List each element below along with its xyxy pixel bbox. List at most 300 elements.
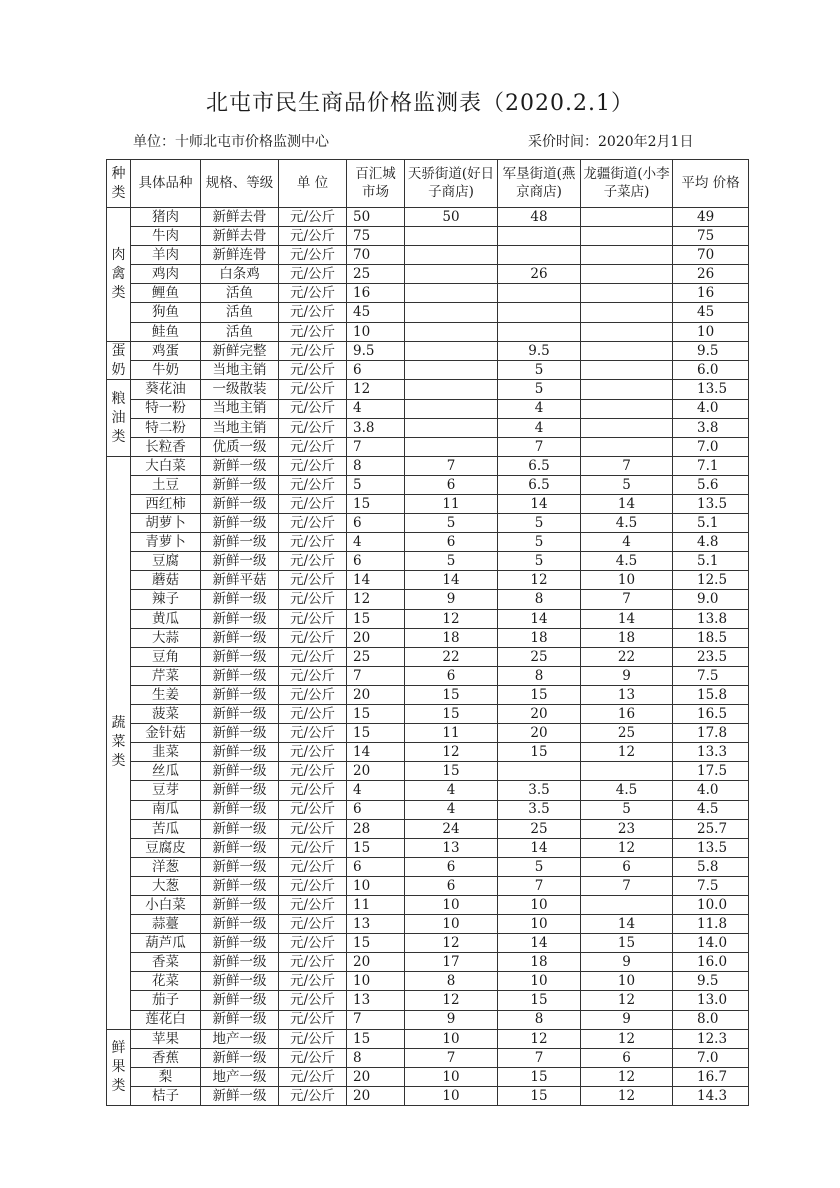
spec: 新鲜一级 bbox=[201, 857, 279, 876]
spec: 新鲜一级 bbox=[201, 743, 279, 762]
header-longjiang: 龙疆街道(小李子菜店) bbox=[581, 160, 673, 208]
price-junken bbox=[498, 303, 581, 322]
price-junken: 14 bbox=[498, 609, 581, 628]
item-name: 特一粉 bbox=[131, 399, 201, 418]
price-average: 5.1 bbox=[673, 552, 749, 571]
spec: 新鲜一级 bbox=[201, 666, 279, 685]
unit: 元/公斤 bbox=[279, 418, 347, 437]
price-baihuicheng: 20 bbox=[347, 628, 405, 647]
price-tianjiao: 9 bbox=[405, 590, 498, 609]
price-longjiang: 16 bbox=[581, 705, 673, 724]
price-tianjiao: 13 bbox=[405, 838, 498, 857]
table-row bbox=[107, 1010, 749, 1029]
price-longjiang: 18 bbox=[581, 628, 673, 647]
unit: 元/公斤 bbox=[279, 380, 347, 399]
price-table bbox=[106, 159, 749, 1106]
header-unit: 单 位 bbox=[279, 160, 347, 208]
unit: 元/公斤 bbox=[279, 781, 347, 800]
unit: 元/公斤 bbox=[279, 857, 347, 876]
price-junken bbox=[498, 762, 581, 781]
price-junken: 25 bbox=[498, 647, 581, 666]
price-average: 13.3 bbox=[673, 743, 749, 762]
price-tianjiao: 12 bbox=[405, 934, 498, 953]
price-junken: 5 bbox=[498, 857, 581, 876]
header-junken: 军垦街道(燕京商店) bbox=[498, 160, 581, 208]
price-tianjiao: 10 bbox=[405, 895, 498, 914]
spec: 新鲜一级 bbox=[201, 495, 279, 514]
item-name: 鸡蛋 bbox=[131, 341, 201, 360]
price-tianjiao: 6 bbox=[405, 876, 498, 895]
spec: 新鲜一级 bbox=[201, 972, 279, 991]
price-tianjiao: 15 bbox=[405, 705, 498, 724]
price-junken: 14 bbox=[498, 495, 581, 514]
price-junken: 12 bbox=[498, 1029, 581, 1048]
table-row bbox=[107, 724, 749, 743]
price-average: 13.5 bbox=[673, 380, 749, 399]
price-tianjiao: 6 bbox=[405, 857, 498, 876]
price-longjiang bbox=[581, 341, 673, 360]
table-row bbox=[107, 418, 749, 437]
header-tianjiao: 天骄街道(好日子商店) bbox=[405, 160, 498, 208]
price-longjiang bbox=[581, 361, 673, 380]
table-row bbox=[107, 437, 749, 456]
price-junken: 14 bbox=[498, 838, 581, 857]
table-row bbox=[107, 227, 749, 246]
price-tianjiao: 7 bbox=[405, 456, 498, 475]
table-row bbox=[107, 609, 749, 628]
price-junken: 4 bbox=[498, 418, 581, 437]
spec: 新鲜完整 bbox=[201, 341, 279, 360]
price-average: 16.0 bbox=[673, 953, 749, 972]
price-average: 16 bbox=[673, 284, 749, 303]
spec: 新鲜去骨 bbox=[201, 208, 279, 227]
unit: 元/公斤 bbox=[279, 475, 347, 494]
price-average: 17.5 bbox=[673, 762, 749, 781]
price-junken: 7 bbox=[498, 437, 581, 456]
price-average: 8.0 bbox=[673, 1010, 749, 1029]
price-baihuicheng: 11 bbox=[347, 895, 405, 914]
header-category: 种类 bbox=[107, 160, 131, 208]
price-average: 7.5 bbox=[673, 876, 749, 895]
spec: 新鲜一级 bbox=[201, 1048, 279, 1067]
price-longjiang: 9 bbox=[581, 666, 673, 685]
item-name: 鸡肉 bbox=[131, 265, 201, 284]
price-junken: 10 bbox=[498, 915, 581, 934]
table-row bbox=[107, 800, 749, 819]
item-name: 羊肉 bbox=[131, 246, 201, 265]
item-name: 苦瓜 bbox=[131, 819, 201, 838]
price-baihuicheng: 20 bbox=[347, 762, 405, 781]
spec: 新鲜一级 bbox=[201, 705, 279, 724]
item-name: 茄子 bbox=[131, 991, 201, 1010]
price-tianjiao bbox=[405, 341, 498, 360]
price-average: 17.8 bbox=[673, 724, 749, 743]
unit: 元/公斤 bbox=[279, 208, 347, 227]
price-baihuicheng: 7 bbox=[347, 666, 405, 685]
table-row bbox=[107, 628, 749, 647]
item-name: 大白菜 bbox=[131, 456, 201, 475]
spec: 新鲜一级 bbox=[201, 685, 279, 704]
price-baihuicheng: 8 bbox=[347, 456, 405, 475]
price-baihuicheng: 5 bbox=[347, 475, 405, 494]
price-tianjiao bbox=[405, 418, 498, 437]
price-tianjiao: 5 bbox=[405, 552, 498, 571]
spec: 白条鸡 bbox=[201, 265, 279, 284]
table-row bbox=[107, 1067, 749, 1086]
price-junken: 6.5 bbox=[498, 456, 581, 475]
unit: 元/公斤 bbox=[279, 991, 347, 1010]
unit: 元/公斤 bbox=[279, 552, 347, 571]
table-row bbox=[107, 533, 749, 552]
price-longjiang bbox=[581, 227, 673, 246]
unit: 元/公斤 bbox=[279, 666, 347, 685]
price-junken: 5 bbox=[498, 514, 581, 533]
item-name: 大蒜 bbox=[131, 628, 201, 647]
price-longjiang: 5 bbox=[581, 800, 673, 819]
price-junken: 3.5 bbox=[498, 800, 581, 819]
table-row bbox=[107, 284, 749, 303]
price-tianjiao bbox=[405, 265, 498, 284]
unit: 元/公斤 bbox=[279, 953, 347, 972]
table-row bbox=[107, 322, 749, 341]
item-name: 猪肉 bbox=[131, 208, 201, 227]
price-average: 10 bbox=[673, 322, 749, 341]
price-baihuicheng: 7 bbox=[347, 1010, 405, 1029]
price-tianjiao: 15 bbox=[405, 762, 498, 781]
spec: 优质一级 bbox=[201, 437, 279, 456]
price-baihuicheng: 7 bbox=[347, 437, 405, 456]
price-tianjiao: 10 bbox=[405, 915, 498, 934]
price-longjiang bbox=[581, 399, 673, 418]
price-longjiang bbox=[581, 284, 673, 303]
price-longjiang: 23 bbox=[581, 819, 673, 838]
spec: 新鲜一级 bbox=[201, 876, 279, 895]
header-average: 平均 价格 bbox=[673, 160, 749, 208]
price-average: 13.8 bbox=[673, 609, 749, 628]
unit: 元/公斤 bbox=[279, 284, 347, 303]
category-cell: 粮油类 bbox=[107, 380, 131, 456]
price-longjiang: 12 bbox=[581, 1067, 673, 1086]
price-tianjiao: 24 bbox=[405, 819, 498, 838]
header-spec: 规格、等级 bbox=[201, 160, 279, 208]
price-longjiang: 12 bbox=[581, 991, 673, 1010]
price-baihuicheng: 10 bbox=[347, 876, 405, 895]
item-name: 桔子 bbox=[131, 1086, 201, 1105]
item-name: 大葱 bbox=[131, 876, 201, 895]
price-average: 4.0 bbox=[673, 399, 749, 418]
price-baihuicheng: 20 bbox=[347, 953, 405, 972]
spec: 新鲜去骨 bbox=[201, 227, 279, 246]
price-average: 12.5 bbox=[673, 571, 749, 590]
price-junken: 9.5 bbox=[498, 341, 581, 360]
unit: 元/公斤 bbox=[279, 800, 347, 819]
spec: 新鲜一级 bbox=[201, 456, 279, 475]
price-longjiang: 4.5 bbox=[581, 781, 673, 800]
header-item: 具体品种 bbox=[131, 160, 201, 208]
price-tianjiao: 9 bbox=[405, 1010, 498, 1029]
table-row bbox=[107, 647, 749, 666]
item-name: 辣子 bbox=[131, 590, 201, 609]
price-baihuicheng: 20 bbox=[347, 1067, 405, 1086]
price-baihuicheng: 12 bbox=[347, 590, 405, 609]
price-longjiang: 4.5 bbox=[581, 514, 673, 533]
price-longjiang: 4.5 bbox=[581, 552, 673, 571]
unit: 元/公斤 bbox=[279, 1029, 347, 1048]
item-name: 小白菜 bbox=[131, 895, 201, 914]
unit: 元/公斤 bbox=[279, 819, 347, 838]
price-baihuicheng: 8 bbox=[347, 1048, 405, 1067]
item-name: 南瓜 bbox=[131, 800, 201, 819]
price-tianjiao bbox=[405, 437, 498, 456]
price-baihuicheng: 9.5 bbox=[347, 341, 405, 360]
price-baihuicheng: 28 bbox=[347, 819, 405, 838]
price-longjiang: 5 bbox=[581, 475, 673, 494]
price-longjiang: 4 bbox=[581, 533, 673, 552]
item-name: 青萝卜 bbox=[131, 533, 201, 552]
spec: 新鲜连骨 bbox=[201, 246, 279, 265]
price-longjiang: 9 bbox=[581, 1010, 673, 1029]
price-average: 23.5 bbox=[673, 647, 749, 666]
price-average: 7.5 bbox=[673, 666, 749, 685]
price-tianjiao: 22 bbox=[405, 647, 498, 666]
price-tianjiao bbox=[405, 284, 498, 303]
price-longjiang bbox=[581, 380, 673, 399]
price-longjiang: 14 bbox=[581, 915, 673, 934]
table-row bbox=[107, 361, 749, 380]
unit: 元/公斤 bbox=[279, 590, 347, 609]
price-longjiang: 14 bbox=[581, 609, 673, 628]
price-longjiang: 7 bbox=[581, 590, 673, 609]
spec: 新鲜一级 bbox=[201, 590, 279, 609]
price-tianjiao: 18 bbox=[405, 628, 498, 647]
price-tianjiao: 11 bbox=[405, 724, 498, 743]
table-row bbox=[107, 1048, 749, 1067]
spec: 新鲜一级 bbox=[201, 838, 279, 857]
item-name: 莲花白 bbox=[131, 1010, 201, 1029]
unit: 元/公斤 bbox=[279, 762, 347, 781]
price-average: 4.8 bbox=[673, 533, 749, 552]
unit: 元/公斤 bbox=[279, 838, 347, 857]
price-average: 9.0 bbox=[673, 590, 749, 609]
price-longjiang: 22 bbox=[581, 647, 673, 666]
unit: 元/公斤 bbox=[279, 743, 347, 762]
category-cell: 蛋奶 bbox=[107, 341, 131, 380]
table-row bbox=[107, 341, 749, 360]
table-row bbox=[107, 399, 749, 418]
price-junken: 18 bbox=[498, 628, 581, 647]
spec: 新鲜一级 bbox=[201, 1086, 279, 1105]
category-cell: 鲜果类 bbox=[107, 1029, 131, 1105]
table-row bbox=[107, 934, 749, 953]
price-tianjiao: 6 bbox=[405, 475, 498, 494]
price-longjiang bbox=[581, 303, 673, 322]
price-tianjiao: 12 bbox=[405, 609, 498, 628]
price-longjiang: 12 bbox=[581, 743, 673, 762]
price-tianjiao: 5 bbox=[405, 514, 498, 533]
spec: 新鲜一级 bbox=[201, 724, 279, 743]
item-name: 葫芦瓜 bbox=[131, 934, 201, 953]
price-longjiang: 10 bbox=[581, 571, 673, 590]
table-row bbox=[107, 838, 749, 857]
price-longjiang bbox=[581, 265, 673, 284]
price-junken bbox=[498, 284, 581, 303]
table-row bbox=[107, 246, 749, 265]
table-body bbox=[107, 208, 749, 1106]
price-average: 70 bbox=[673, 246, 749, 265]
price-baihuicheng: 10 bbox=[347, 972, 405, 991]
price-average: 16.5 bbox=[673, 705, 749, 724]
table-row bbox=[107, 571, 749, 590]
price-baihuicheng: 25 bbox=[347, 647, 405, 666]
table-row bbox=[107, 303, 749, 322]
unit: 元/公斤 bbox=[279, 1048, 347, 1067]
price-baihuicheng: 15 bbox=[347, 495, 405, 514]
item-name: 豆角 bbox=[131, 647, 201, 666]
price-baihuicheng: 6 bbox=[347, 552, 405, 571]
price-longjiang: 15 bbox=[581, 934, 673, 953]
price-longjiang: 10 bbox=[581, 972, 673, 991]
spec: 活鱼 bbox=[201, 284, 279, 303]
price-baihuicheng: 6 bbox=[347, 857, 405, 876]
spec: 当地主销 bbox=[201, 418, 279, 437]
price-tianjiao: 15 bbox=[405, 685, 498, 704]
price-baihuicheng: 70 bbox=[347, 246, 405, 265]
unit: 元/公斤 bbox=[279, 1067, 347, 1086]
spec: 地产一级 bbox=[201, 1067, 279, 1086]
price-baihuicheng: 6 bbox=[347, 800, 405, 819]
price-junken: 4 bbox=[498, 399, 581, 418]
price-junken bbox=[498, 246, 581, 265]
price-average: 16.7 bbox=[673, 1067, 749, 1086]
price-average: 75 bbox=[673, 227, 749, 246]
spec: 新鲜一级 bbox=[201, 762, 279, 781]
unit: 元/公斤 bbox=[279, 341, 347, 360]
price-average: 13.5 bbox=[673, 495, 749, 514]
unit: 元/公斤 bbox=[279, 495, 347, 514]
price-average: 5.6 bbox=[673, 475, 749, 494]
table-row bbox=[107, 208, 749, 227]
unit: 元/公斤 bbox=[279, 533, 347, 552]
price-average: 26 bbox=[673, 265, 749, 284]
price-tianjiao: 17 bbox=[405, 953, 498, 972]
item-name: 梨 bbox=[131, 1067, 201, 1086]
price-tianjiao: 11 bbox=[405, 495, 498, 514]
price-tianjiao bbox=[405, 246, 498, 265]
item-name: 豆芽 bbox=[131, 781, 201, 800]
price-junken: 15 bbox=[498, 1086, 581, 1105]
price-average: 4.0 bbox=[673, 781, 749, 800]
item-name: 洋葱 bbox=[131, 857, 201, 876]
price-baihuicheng: 15 bbox=[347, 609, 405, 628]
price-baihuicheng: 15 bbox=[347, 838, 405, 857]
table-row bbox=[107, 743, 749, 762]
spec: 新鲜一级 bbox=[201, 953, 279, 972]
price-average: 9.5 bbox=[673, 972, 749, 991]
price-longjiang bbox=[581, 322, 673, 341]
spec: 新鲜一级 bbox=[201, 475, 279, 494]
item-name: 鲤鱼 bbox=[131, 284, 201, 303]
price-tianjiao: 10 bbox=[405, 1029, 498, 1048]
unit: 元/公斤 bbox=[279, 705, 347, 724]
price-tianjiao bbox=[405, 380, 498, 399]
spec: 新鲜一级 bbox=[201, 628, 279, 647]
unit: 元/公斤 bbox=[279, 571, 347, 590]
price-baihuicheng: 15 bbox=[347, 934, 405, 953]
price-junken: 5 bbox=[498, 552, 581, 571]
price-tianjiao: 10 bbox=[405, 1086, 498, 1105]
price-tianjiao bbox=[405, 399, 498, 418]
price-longjiang: 12 bbox=[581, 1086, 673, 1105]
spec: 新鲜一级 bbox=[201, 781, 279, 800]
price-tianjiao: 4 bbox=[405, 800, 498, 819]
table-row bbox=[107, 762, 749, 781]
table-row bbox=[107, 876, 749, 895]
price-tianjiao: 12 bbox=[405, 743, 498, 762]
table-row bbox=[107, 666, 749, 685]
price-longjiang: 12 bbox=[581, 1029, 673, 1048]
price-junken: 5 bbox=[498, 533, 581, 552]
price-junken: 14 bbox=[498, 934, 581, 953]
table-row bbox=[107, 685, 749, 704]
spec: 新鲜一级 bbox=[201, 533, 279, 552]
item-name: 狗鱼 bbox=[131, 303, 201, 322]
table-row bbox=[107, 915, 749, 934]
price-junken: 18 bbox=[498, 953, 581, 972]
price-baihuicheng: 20 bbox=[347, 1086, 405, 1105]
spec: 新鲜一级 bbox=[201, 552, 279, 571]
price-average: 11.8 bbox=[673, 915, 749, 934]
spec: 新鲜一级 bbox=[201, 819, 279, 838]
price-junken: 12 bbox=[498, 571, 581, 590]
category-cell: 蔬菜类 bbox=[107, 456, 131, 1029]
price-baihuicheng: 6 bbox=[347, 514, 405, 533]
price-baihuicheng: 13 bbox=[347, 915, 405, 934]
price-junken: 8 bbox=[498, 666, 581, 685]
item-name: 芹菜 bbox=[131, 666, 201, 685]
item-name: 西红柿 bbox=[131, 495, 201, 514]
price-baihuicheng: 13 bbox=[347, 991, 405, 1010]
item-name: 豆腐皮 bbox=[131, 838, 201, 857]
price-junken: 7 bbox=[498, 876, 581, 895]
table-header-row bbox=[107, 160, 749, 208]
unit: 元/公斤 bbox=[279, 895, 347, 914]
price-average: 13.5 bbox=[673, 838, 749, 857]
price-average: 13.0 bbox=[673, 991, 749, 1010]
price-tianjiao: 6 bbox=[405, 533, 498, 552]
price-average: 18.5 bbox=[673, 628, 749, 647]
price-average: 25.7 bbox=[673, 819, 749, 838]
table-row bbox=[107, 895, 749, 914]
price-baihuicheng: 14 bbox=[347, 743, 405, 762]
price-junken: 3.5 bbox=[498, 781, 581, 800]
price-average: 45 bbox=[673, 303, 749, 322]
price-baihuicheng: 25 bbox=[347, 265, 405, 284]
unit: 元/公斤 bbox=[279, 437, 347, 456]
price-average: 5.8 bbox=[673, 857, 749, 876]
spec: 地产一级 bbox=[201, 1029, 279, 1048]
table-row bbox=[107, 380, 749, 399]
spec: 新鲜一级 bbox=[201, 991, 279, 1010]
price-longjiang: 12 bbox=[581, 838, 673, 857]
spec: 新鲜一级 bbox=[201, 609, 279, 628]
price-tianjiao: 10 bbox=[405, 1067, 498, 1086]
unit: 元/公斤 bbox=[279, 303, 347, 322]
price-baihuicheng: 15 bbox=[347, 705, 405, 724]
table-row bbox=[107, 819, 749, 838]
price-baihuicheng: 15 bbox=[347, 724, 405, 743]
price-tianjiao bbox=[405, 227, 498, 246]
item-name: 蘑菇 bbox=[131, 571, 201, 590]
